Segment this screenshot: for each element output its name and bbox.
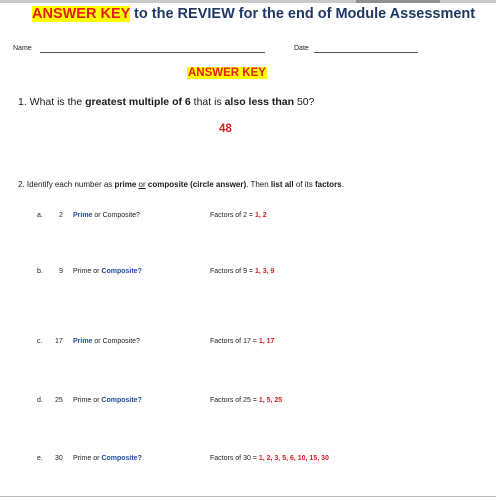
or-text: or — [91, 397, 102, 404]
composite-choice: Composite? — [101, 268, 142, 275]
question-1-answer: 48 — [219, 123, 232, 135]
composite-choice: Composite? — [101, 455, 142, 462]
list-item — [0, 212, 496, 226]
or-text: or — [91, 268, 102, 275]
factor-answer: 1, 3, 9 — [254, 268, 275, 275]
factor-answer: 1, 5, 25 — [258, 397, 283, 404]
prime-choice: Prime — [73, 268, 92, 275]
factor-label: Factors of 9 = — [210, 268, 255, 275]
q1-middle: that is — [190, 96, 225, 108]
item-number: 9 — [59, 268, 63, 275]
factor-answer: 1, 2, 3, 5, 6, 10, 15, 30 — [258, 455, 329, 462]
composite-choice: Composite? — [101, 397, 142, 404]
prime-choice: Prime — [73, 212, 93, 219]
item-letter: c. — [37, 338, 43, 345]
q2-bold1: prime — [114, 180, 137, 189]
factor-label: Factors of 25 = — [210, 397, 259, 404]
date-line — [314, 52, 418, 53]
item-number: 25 — [55, 397, 63, 404]
factor-answer: 1, 17 — [258, 338, 275, 345]
q2-mid2: of its — [293, 180, 315, 189]
q2-or: or — [138, 180, 146, 189]
item-letter: a. — [37, 212, 43, 219]
or-text: or — [92, 212, 103, 219]
item-choice — [73, 338, 140, 345]
prime-choice: Prime — [73, 397, 92, 404]
q2-mid: . Then — [246, 180, 271, 189]
item-factors — [210, 212, 267, 219]
q2-bold3: list all — [270, 180, 294, 189]
q2-bold2: composite (circle answer) — [147, 180, 247, 189]
or-text: or — [92, 338, 103, 345]
q1-bold2: also less than — [224, 96, 295, 108]
or-text: or — [91, 455, 102, 462]
item-letter: e. — [37, 455, 43, 462]
item-factors — [210, 455, 329, 462]
top-border-accent — [356, 0, 440, 3]
q1-suffix: 50? — [294, 96, 315, 108]
q1-prefix: 1. What is the — [18, 96, 86, 108]
q2-prefix: 2. Identify each number as — [18, 180, 115, 189]
date-label: Date — [294, 45, 309, 52]
name-label: Name — [13, 45, 32, 52]
item-number: 30 — [55, 455, 63, 462]
item-choice — [73, 455, 142, 462]
list-item — [0, 268, 496, 282]
item-factors — [210, 338, 274, 345]
list-item — [0, 397, 496, 411]
factor-label: Factors of 17 = — [210, 338, 259, 345]
title-rest: to the REVIEW for the end of Module Assessment — [130, 6, 476, 22]
prime-choice: Prime — [73, 338, 93, 345]
composite-choice: Composite? — [102, 338, 140, 345]
item-letter: b. — [37, 268, 43, 275]
item-letter: d. — [37, 397, 43, 404]
item-factors — [210, 397, 282, 404]
list-item — [0, 338, 496, 352]
factor-answer: 1, 2 — [254, 212, 267, 219]
prime-choice: Prime — [73, 455, 92, 462]
answer-key-label: ANSWER KEY — [188, 67, 266, 79]
item-number: 17 — [55, 338, 63, 345]
item-choice — [73, 397, 142, 404]
item-number: 2 — [59, 212, 63, 219]
list-item — [0, 455, 496, 469]
q2-bold4: factors — [314, 180, 342, 189]
question-2 — [18, 180, 344, 189]
bottom-border — [0, 496, 496, 497]
name-line — [40, 52, 265, 53]
q2-end: . — [341, 180, 344, 189]
question-1 — [18, 96, 314, 108]
composite-choice: Composite? — [102, 212, 140, 219]
factor-label: Factors of 30 = — [210, 455, 259, 462]
page-title — [32, 6, 475, 22]
q1-bold: greatest multiple of 6 — [85, 96, 191, 108]
item-choice — [73, 268, 142, 275]
factor-label: Factors of 2 = — [210, 212, 255, 219]
item-choice — [73, 212, 140, 219]
title-highlight: ANSWER KEY — [32, 6, 131, 22]
item-factors — [210, 268, 274, 275]
